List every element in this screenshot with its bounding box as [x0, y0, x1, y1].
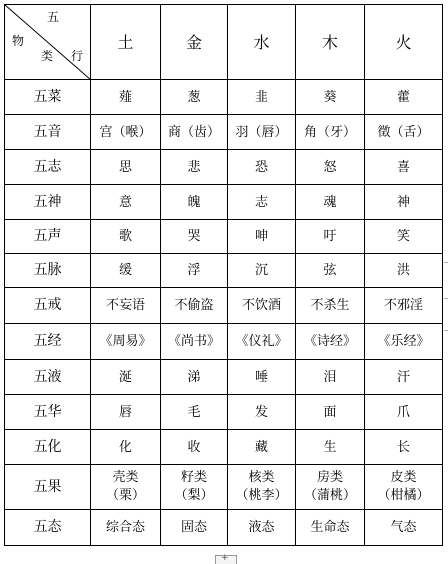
table-cell: 羽（唇）: [228, 115, 296, 150]
row-label: 五戒: [5, 288, 91, 324]
table-cell: [91, 465, 161, 510]
table-cell: 化: [91, 430, 161, 465]
row-label: 五经: [5, 324, 91, 360]
row-marker: [444, 298, 448, 299]
table-cell: 唇: [91, 395, 161, 430]
table-row: [5, 150, 443, 185]
table-row: [5, 430, 443, 465]
table-cell: [296, 465, 365, 510]
table-cell: 吁: [296, 220, 365, 254]
table-cell: 不饮酒: [228, 288, 296, 324]
table-cell: 葱: [161, 80, 228, 115]
table-cell: 综合态: [91, 510, 161, 546]
element-earth-header: 土: [91, 5, 161, 80]
five-elements-table: [4, 4, 443, 546]
row-label: 五化: [5, 430, 91, 465]
table-cell: 沉: [228, 254, 296, 288]
table-cell: 悲: [161, 150, 228, 185]
table-cell: 生命态: [296, 510, 365, 546]
row-label: 五声: [5, 220, 91, 254]
cell-line-2: （柑橘）: [377, 488, 430, 503]
table-cell: 神: [365, 185, 443, 220]
cell-line-2: （桃李）: [235, 488, 288, 503]
corner-mid: 类: [41, 49, 54, 63]
table-row: [5, 395, 443, 430]
table-row: [5, 115, 443, 150]
plus-icon: +: [221, 553, 229, 563]
element-metal-header: 金: [161, 5, 228, 80]
cell-line-1: 核类: [248, 470, 275, 485]
table-cell: 不邪淫: [365, 288, 443, 324]
table-cell: 不妄语: [91, 288, 161, 324]
table-cell: 角（牙）: [296, 115, 365, 150]
table-cell: 藏: [228, 430, 296, 465]
row-marker: [444, 262, 448, 263]
table-cell: 汗: [365, 360, 443, 395]
table-cell: 长: [365, 430, 443, 465]
table-cell: 《诗经》: [296, 324, 365, 360]
table-cell: 缓: [91, 254, 161, 288]
table-cell: 气态: [365, 510, 443, 546]
table-cell: 爪: [365, 395, 443, 430]
table-cell: 泪: [296, 360, 365, 395]
element-fire-header: 火: [365, 5, 443, 80]
element-water-header: 水: [228, 5, 296, 80]
corner-top: 五: [47, 10, 60, 24]
table-cell: 发: [228, 395, 296, 430]
table-row: [5, 360, 443, 395]
table-row: [5, 254, 443, 288]
table-cell: 宫（喉）: [91, 115, 161, 150]
table-cell: 《尚书》: [161, 324, 228, 360]
table-row: [5, 510, 443, 546]
table-cell: 不杀生: [296, 288, 365, 324]
table-cell: 《仪礼》: [228, 324, 296, 360]
table-row: [5, 288, 443, 324]
row-label: 五果: [5, 465, 91, 510]
table-row: [5, 465, 443, 510]
table-cell: 思: [91, 150, 161, 185]
table-cell: 弦: [296, 254, 365, 288]
table-cell: 藿: [365, 80, 443, 115]
table-cell: 洪: [365, 254, 443, 288]
table-cell: 笑: [365, 220, 443, 254]
table-cell: 液态: [228, 510, 296, 546]
table-cell: 收: [161, 430, 228, 465]
table-cell: 葵: [296, 80, 365, 115]
table-cell: 唾: [228, 360, 296, 395]
table-cell: 意: [91, 185, 161, 220]
table-cell: 《周易》: [91, 324, 161, 360]
cell-line-1: 房类: [316, 470, 343, 485]
row-label: 五脉: [5, 254, 91, 288]
table-cell: 薤: [91, 80, 161, 115]
cell-line-2: （栗）: [105, 488, 145, 503]
element-wood-header: 木: [296, 5, 365, 80]
table-cell: 浮: [161, 254, 228, 288]
table-cell: 不偷盗: [161, 288, 228, 324]
table-cell: 歌: [91, 220, 161, 254]
row-label: 五华: [5, 395, 91, 430]
table-body: [5, 5, 443, 546]
table-cell: 呻: [228, 220, 296, 254]
header-row: [5, 5, 443, 80]
row-label: 五音: [5, 115, 91, 150]
table-cell: [365, 465, 443, 510]
table-cell: [228, 465, 296, 510]
table-row: [5, 80, 443, 115]
table-row: [5, 185, 443, 220]
cell-line-1: 壳类: [112, 470, 139, 485]
cell-line-2: （蒲桃）: [303, 488, 356, 503]
table-cell: 徵（舌）: [365, 115, 443, 150]
cell-line-1: 皮类: [390, 470, 417, 485]
corner-right: 行: [71, 49, 84, 63]
row-label: 五菜: [5, 80, 91, 115]
table-cell: [161, 465, 228, 510]
table-row: [5, 324, 443, 360]
table-cell: 固态: [161, 510, 228, 546]
table-cell: 魄: [161, 185, 228, 220]
table-cell: 《乐经》: [365, 324, 443, 360]
table-cell: 毛: [161, 395, 228, 430]
cell-line-2: （梨）: [174, 488, 214, 503]
row-label: 五神: [5, 185, 91, 220]
table-cell: 涎: [91, 360, 161, 395]
table-cell: 面: [296, 395, 365, 430]
table-cell: 哭: [161, 220, 228, 254]
table-cell: 魂: [296, 185, 365, 220]
row-label: 五志: [5, 150, 91, 185]
row-label: 五态: [5, 510, 91, 546]
diagonal-header-cell: [5, 5, 91, 80]
table-cell: 怒: [296, 150, 365, 185]
table-cell: 涕: [161, 360, 228, 395]
table-cell: 韭: [228, 80, 296, 115]
row-label: 五液: [5, 360, 91, 395]
cell-line-1: 籽类: [180, 470, 207, 485]
table-cell: 喜: [365, 150, 443, 185]
corner-left: 物: [12, 34, 25, 48]
table-cell: 恐: [228, 150, 296, 185]
table-row: [5, 220, 443, 254]
row-marker: [444, 330, 448, 331]
table-cell: 志: [228, 185, 296, 220]
table-cell: 生: [296, 430, 365, 465]
table-cell: 商（齿）: [161, 115, 228, 150]
